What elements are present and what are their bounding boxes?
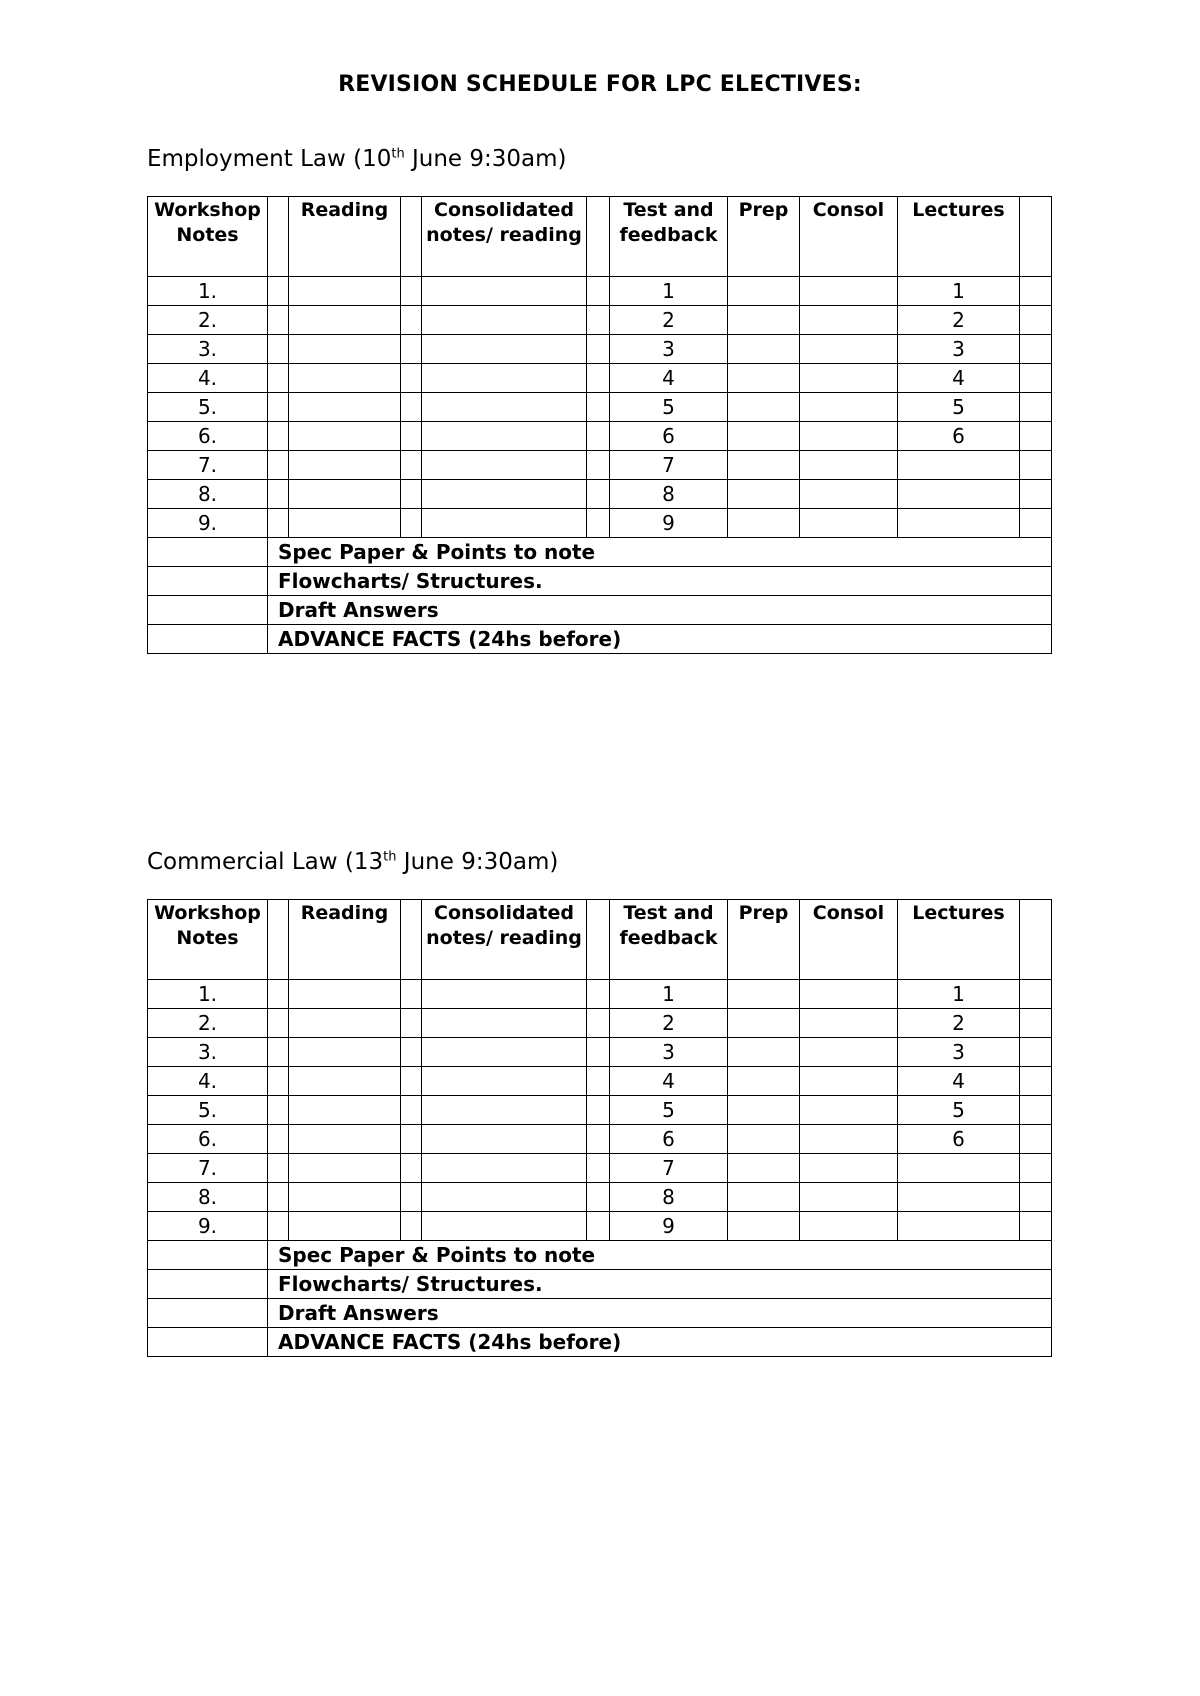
footer-item: Spec Paper & Points to note [268, 538, 1052, 567]
empty-cell [422, 1125, 587, 1154]
empty-cell [728, 980, 800, 1009]
workshop-number: 7. [148, 1154, 268, 1183]
footer-row [148, 1328, 1052, 1357]
empty-cell [148, 625, 268, 654]
empty-cell [728, 1125, 800, 1154]
lecture-number [898, 480, 1020, 509]
test-number: 2 [610, 306, 728, 335]
empty-cell [401, 1009, 422, 1038]
footer-item: ADVANCE FACTS (24hs before) [268, 1328, 1052, 1357]
lecture-number [898, 1154, 1020, 1183]
lecture-number: 3 [898, 1038, 1020, 1067]
header-label: Reading [300, 199, 389, 221]
empty-cell [268, 1154, 289, 1183]
workshop-number: 2. [148, 1009, 268, 1038]
empty-cell [800, 451, 898, 480]
empty-cell [422, 422, 587, 451]
lecture-number: 4 [898, 1067, 1020, 1096]
document-title: REVISION SCHEDULE FOR LPC ELECTIVES: [338, 72, 862, 97]
empty-cell [268, 451, 289, 480]
empty-cell [800, 306, 898, 335]
empty-cell [401, 1154, 422, 1183]
empty-cell [587, 393, 610, 422]
empty-cell [268, 980, 289, 1009]
empty-cell [1020, 422, 1052, 451]
empty-cell [1020, 1038, 1052, 1067]
test-number: 8 [610, 1183, 728, 1212]
empty-cell [268, 1212, 289, 1241]
empty-cell [800, 1212, 898, 1241]
empty-cell [401, 1212, 422, 1241]
empty-cell [587, 480, 610, 509]
test-number: 3 [610, 1038, 728, 1067]
revision-table-employment-law [147, 196, 1052, 654]
empty-cell [289, 980, 401, 1009]
empty-cell [728, 1183, 800, 1212]
empty-cell [800, 1154, 898, 1183]
empty-cell [728, 364, 800, 393]
footer-item: Flowcharts/ Structures. [268, 1270, 1052, 1299]
empty-cell [728, 1038, 800, 1067]
footer-row [148, 1241, 1052, 1270]
section-time: June 9:30am) [396, 849, 559, 875]
lecture-number: 6 [898, 422, 1020, 451]
empty-cell [1020, 1125, 1052, 1154]
empty-cell [289, 422, 401, 451]
workshop-number: 9. [148, 509, 268, 538]
workshop-number: 6. [148, 422, 268, 451]
empty-cell [1020, 306, 1052, 335]
empty-cell [422, 306, 587, 335]
empty-cell [1020, 1067, 1052, 1096]
header-cell [268, 197, 289, 277]
empty-cell [422, 1038, 587, 1067]
footer-row [148, 1299, 1052, 1328]
section-time: June 9:30am) [404, 146, 567, 172]
footer-row [148, 1270, 1052, 1299]
workshop-number: 2. [148, 306, 268, 335]
empty-cell [587, 451, 610, 480]
empty-cell [587, 1038, 610, 1067]
empty-cell [268, 1067, 289, 1096]
footer-item: ADVANCE FACTS (24hs before) [268, 625, 1052, 654]
empty-cell [401, 1183, 422, 1212]
empty-cell [1020, 1096, 1052, 1125]
empty-cell [800, 364, 898, 393]
table-row [148, 509, 1052, 538]
header-cell [422, 197, 587, 277]
empty-cell [289, 1096, 401, 1125]
lecture-number [898, 1183, 1020, 1212]
header-cell [610, 900, 728, 980]
empty-cell [587, 1183, 610, 1212]
empty-cell [728, 1067, 800, 1096]
empty-cell [289, 1212, 401, 1241]
empty-cell [1020, 1009, 1052, 1038]
header-label: Consolidated notes/ reading [426, 199, 582, 246]
empty-cell [800, 1067, 898, 1096]
empty-cell [422, 509, 587, 538]
test-number: 5 [610, 1096, 728, 1125]
empty-cell [422, 480, 587, 509]
empty-cell [268, 1096, 289, 1125]
empty-cell [728, 1096, 800, 1125]
test-number: 7 [610, 451, 728, 480]
empty-cell [1020, 393, 1052, 422]
empty-cell [401, 335, 422, 364]
empty-cell [268, 1183, 289, 1212]
empty-cell [728, 1154, 800, 1183]
empty-cell [728, 306, 800, 335]
header-label: Test and feedback [619, 902, 718, 949]
lecture-number: 3 [898, 335, 1020, 364]
empty-cell [401, 980, 422, 1009]
empty-cell [587, 1067, 610, 1096]
lecture-number: 1 [898, 980, 1020, 1009]
footer-row [148, 625, 1052, 654]
lecture-number: 4 [898, 364, 1020, 393]
empty-cell [587, 1154, 610, 1183]
table-row [148, 480, 1052, 509]
table-row [148, 306, 1052, 335]
header-label: Consol [812, 199, 885, 221]
empty-cell [1020, 509, 1052, 538]
empty-cell [148, 596, 268, 625]
empty-cell [1020, 980, 1052, 1009]
lecture-number: 5 [898, 393, 1020, 422]
header-cell [728, 900, 800, 980]
empty-cell [587, 306, 610, 335]
empty-cell [1020, 1154, 1052, 1183]
header-label: Prep [738, 199, 789, 221]
empty-cell [268, 277, 289, 306]
empty-cell [268, 480, 289, 509]
empty-cell [289, 277, 401, 306]
empty-cell [587, 1125, 610, 1154]
footer-row [148, 567, 1052, 596]
workshop-number: 8. [148, 480, 268, 509]
footer-row [148, 596, 1052, 625]
empty-cell [289, 1038, 401, 1067]
header-cell [800, 197, 898, 277]
test-number: 9 [610, 509, 728, 538]
footer-item: Draft Answers [268, 596, 1052, 625]
empty-cell [800, 1038, 898, 1067]
empty-cell [401, 364, 422, 393]
empty-cell [728, 480, 800, 509]
footer-row [148, 538, 1052, 567]
empty-cell [1020, 1212, 1052, 1241]
empty-cell [422, 1183, 587, 1212]
empty-cell [800, 1009, 898, 1038]
header-label: Test and feedback [619, 199, 718, 246]
empty-cell [401, 277, 422, 306]
header-label: Reading [300, 902, 389, 924]
table-row [148, 335, 1052, 364]
header-cell [401, 197, 422, 277]
test-number: 7 [610, 1154, 728, 1183]
test-number: 6 [610, 1125, 728, 1154]
empty-cell [401, 306, 422, 335]
revision-table-commercial-law [147, 899, 1052, 1357]
footer-item: Draft Answers [268, 1299, 1052, 1328]
footer-item: Flowcharts/ Structures. [268, 567, 1052, 596]
header-cell [422, 900, 587, 980]
empty-cell [148, 1270, 268, 1299]
empty-cell [401, 1096, 422, 1125]
empty-cell [268, 1009, 289, 1038]
section-title-commercial-law [147, 849, 558, 875]
header-label: Lectures [912, 199, 1005, 221]
table-row [148, 277, 1052, 306]
empty-cell [422, 980, 587, 1009]
empty-cell [289, 335, 401, 364]
empty-cell [587, 1096, 610, 1125]
empty-cell [401, 1038, 422, 1067]
empty-cell [148, 1299, 268, 1328]
workshop-number: 4. [148, 1067, 268, 1096]
empty-cell [1020, 451, 1052, 480]
empty-cell [268, 422, 289, 451]
empty-cell [728, 451, 800, 480]
empty-cell [728, 1009, 800, 1038]
empty-cell [587, 422, 610, 451]
header-cell [898, 900, 1020, 980]
empty-cell [422, 1009, 587, 1038]
header-label: Workshop Notes [154, 902, 261, 949]
empty-cell [401, 509, 422, 538]
header-row [148, 197, 1052, 277]
empty-cell [422, 277, 587, 306]
empty-cell [587, 335, 610, 364]
header-cell [148, 900, 268, 980]
empty-cell [289, 1067, 401, 1096]
section-title-employment-law [147, 146, 567, 172]
empty-cell [148, 567, 268, 596]
empty-cell [289, 1125, 401, 1154]
empty-cell [800, 1183, 898, 1212]
empty-cell [148, 538, 268, 567]
empty-cell [587, 980, 610, 1009]
header-cell [587, 900, 610, 980]
empty-cell [800, 1125, 898, 1154]
table-row [148, 393, 1052, 422]
empty-cell [401, 1125, 422, 1154]
lecture-number [898, 451, 1020, 480]
header-cell [268, 900, 289, 980]
test-number: 1 [610, 277, 728, 306]
empty-cell [401, 480, 422, 509]
test-number: 3 [610, 335, 728, 364]
empty-cell [268, 335, 289, 364]
table-row [148, 451, 1052, 480]
empty-cell [1020, 364, 1052, 393]
empty-cell [422, 393, 587, 422]
empty-cell [289, 1154, 401, 1183]
header-cell [1020, 900, 1052, 980]
empty-cell [800, 422, 898, 451]
table-row [148, 1096, 1052, 1125]
empty-cell [587, 1212, 610, 1241]
table-row [148, 364, 1052, 393]
test-number: 6 [610, 422, 728, 451]
lecture-number: 6 [898, 1125, 1020, 1154]
empty-cell [422, 335, 587, 364]
empty-cell [800, 480, 898, 509]
empty-cell [289, 364, 401, 393]
empty-cell [422, 1154, 587, 1183]
lecture-number: 2 [898, 306, 1020, 335]
table-row [148, 1125, 1052, 1154]
empty-cell [422, 1067, 587, 1096]
test-number: 4 [610, 364, 728, 393]
empty-cell [289, 451, 401, 480]
lecture-number: 5 [898, 1096, 1020, 1125]
workshop-number: 1. [148, 980, 268, 1009]
empty-cell [268, 364, 289, 393]
header-label: Workshop Notes [154, 199, 261, 246]
date-superscript: th [391, 146, 405, 162]
empty-cell [268, 393, 289, 422]
empty-cell [401, 393, 422, 422]
header-cell [289, 900, 401, 980]
header-cell [610, 197, 728, 277]
empty-cell [1020, 277, 1052, 306]
empty-cell [289, 509, 401, 538]
test-number: 5 [610, 393, 728, 422]
header-label: Consol [812, 902, 885, 924]
empty-cell [728, 393, 800, 422]
empty-cell [800, 393, 898, 422]
empty-cell [587, 277, 610, 306]
empty-cell [587, 509, 610, 538]
table-row [148, 1009, 1052, 1038]
test-number: 9 [610, 1212, 728, 1241]
lecture-number [898, 509, 1020, 538]
table-row [148, 980, 1052, 1009]
table-row [148, 1067, 1052, 1096]
footer-item: Spec Paper & Points to note [268, 1241, 1052, 1270]
empty-cell [268, 1038, 289, 1067]
header-label: Prep [738, 902, 789, 924]
workshop-number: 3. [148, 335, 268, 364]
empty-cell [148, 1241, 268, 1270]
header-cell [587, 197, 610, 277]
header-cell [800, 900, 898, 980]
test-number: 1 [610, 980, 728, 1009]
test-number: 8 [610, 480, 728, 509]
empty-cell [800, 335, 898, 364]
header-row [148, 900, 1052, 980]
empty-cell [1020, 1183, 1052, 1212]
empty-cell [1020, 335, 1052, 364]
table-row [148, 1154, 1052, 1183]
empty-cell [728, 1212, 800, 1241]
empty-cell [268, 306, 289, 335]
empty-cell [728, 422, 800, 451]
empty-cell [587, 364, 610, 393]
empty-cell [268, 1125, 289, 1154]
empty-cell [800, 509, 898, 538]
workshop-number: 7. [148, 451, 268, 480]
header-cell [898, 197, 1020, 277]
workshop-number: 5. [148, 393, 268, 422]
workshop-number: 4. [148, 364, 268, 393]
table-row [148, 1183, 1052, 1212]
empty-cell [1020, 480, 1052, 509]
empty-cell [422, 451, 587, 480]
workshop-number: 8. [148, 1183, 268, 1212]
empty-cell [422, 1096, 587, 1125]
workshop-number: 3. [148, 1038, 268, 1067]
empty-cell [800, 1096, 898, 1125]
header-label: Lectures [912, 902, 1005, 924]
empty-cell [800, 277, 898, 306]
empty-cell [289, 1183, 401, 1212]
table-row [148, 1038, 1052, 1067]
header-cell [289, 197, 401, 277]
header-label: Consolidated notes/ reading [426, 902, 582, 949]
lecture-number [898, 1212, 1020, 1241]
table-row [148, 422, 1052, 451]
test-number: 4 [610, 1067, 728, 1096]
empty-cell [268, 509, 289, 538]
empty-cell [728, 335, 800, 364]
lecture-number: 1 [898, 277, 1020, 306]
header-cell [148, 197, 268, 277]
empty-cell [289, 393, 401, 422]
empty-cell [422, 364, 587, 393]
empty-cell [289, 480, 401, 509]
lecture-number: 2 [898, 1009, 1020, 1038]
header-cell [1020, 197, 1052, 277]
date-superscript: th [383, 849, 397, 865]
section-subject: Commercial Law (13 [147, 849, 384, 875]
empty-cell [728, 277, 800, 306]
section-subject: Employment Law (10 [147, 146, 392, 172]
empty-cell [148, 1328, 268, 1357]
header-cell [401, 900, 422, 980]
empty-cell [401, 1067, 422, 1096]
empty-cell [289, 306, 401, 335]
test-number: 2 [610, 1009, 728, 1038]
table-row [148, 1212, 1052, 1241]
workshop-number: 5. [148, 1096, 268, 1125]
empty-cell [401, 451, 422, 480]
workshop-number: 6. [148, 1125, 268, 1154]
empty-cell [800, 980, 898, 1009]
empty-cell [728, 509, 800, 538]
empty-cell [422, 1212, 587, 1241]
empty-cell [289, 1009, 401, 1038]
workshop-number: 9. [148, 1212, 268, 1241]
header-cell [728, 197, 800, 277]
empty-cell [587, 1009, 610, 1038]
empty-cell [401, 422, 422, 451]
workshop-number: 1. [148, 277, 268, 306]
